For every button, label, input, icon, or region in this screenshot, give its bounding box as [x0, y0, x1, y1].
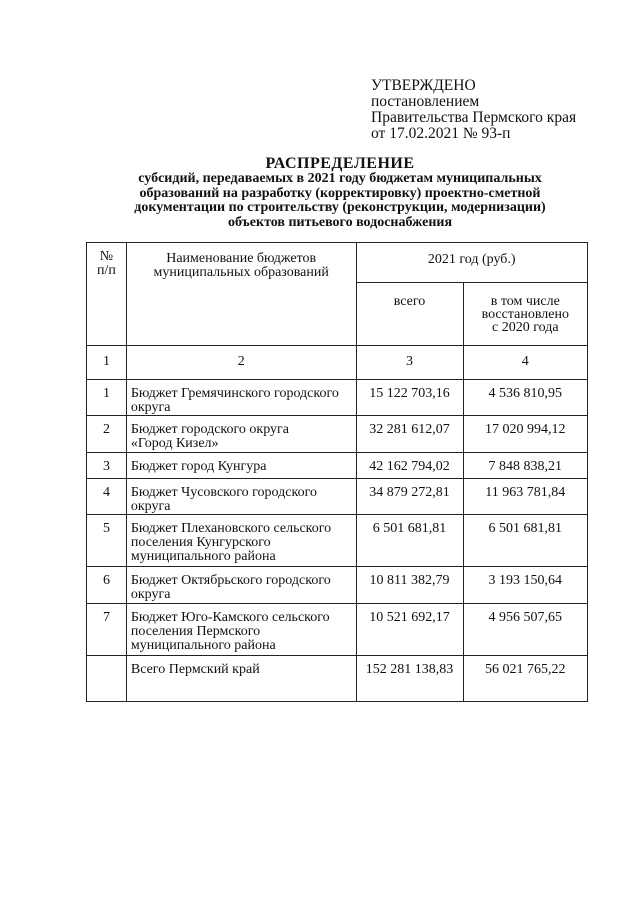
name-line: Бюджет город Кунгура — [130, 459, 267, 474]
header-number — [87, 243, 127, 346]
row-number: 4 — [87, 479, 127, 515]
row-number: 5 — [87, 515, 127, 567]
row-total: 10 521 692,17 — [356, 604, 463, 656]
row-number: 3 — [87, 453, 127, 479]
column-number-row — [87, 346, 588, 380]
col-number: 2 — [126, 346, 356, 380]
table-row — [87, 567, 588, 604]
document-subtitle — [90, 172, 590, 230]
row-total: 152 281 138,83 — [356, 656, 463, 702]
approval-line: от 17.02.2021 № 93-п — [371, 125, 511, 142]
name-line: поселения Пермского — [130, 624, 261, 639]
row-name — [126, 567, 356, 604]
header-total: всего — [356, 283, 463, 346]
approval-line: Правительства Пермского края — [371, 109, 577, 126]
name-line: муниципального района — [130, 549, 276, 564]
subtitle-line: объектов питьевого водоснабжения — [227, 214, 453, 230]
col-number: 1 — [87, 346, 127, 380]
table-row — [87, 515, 588, 567]
approval-line: УТВЕРЖДЕНО — [371, 77, 476, 94]
name-line: округа — [130, 587, 171, 602]
row-restored: 4 536 810,95 — [463, 380, 587, 416]
distribution-table — [86, 242, 588, 702]
header-text: муниципальных образований — [153, 265, 329, 280]
name-line: «Город Кизел» — [130, 436, 219, 451]
header-text: с 2020 года — [492, 320, 559, 335]
header-text: Наименование бюджетов — [166, 251, 317, 266]
table-row — [87, 380, 588, 416]
row-number: 6 — [87, 567, 127, 604]
name-line: муниципального района — [130, 638, 276, 653]
table-row — [87, 416, 588, 453]
subtitle-line: субсидий, передаваемых в 2021 году бюджетам муниципальных — [138, 171, 542, 186]
approval-stamp — [371, 78, 576, 142]
name-line: Бюджет Чусовского городского — [130, 485, 317, 500]
row-number: 7 — [87, 604, 127, 656]
header-restored — [463, 283, 587, 346]
row-restored: 7 848 838,21 — [463, 453, 587, 479]
row-number — [87, 656, 127, 702]
row-number: 2 — [87, 416, 127, 453]
document-title: РАСПРЕДЕЛЕНИЕ — [265, 155, 415, 172]
row-restored: 6 501 681,81 — [463, 515, 587, 567]
name-line: Бюджет городского округа — [130, 422, 289, 437]
row-name — [126, 515, 356, 567]
header-text: п/п — [97, 263, 116, 278]
row-name — [126, 453, 356, 479]
table-total-row — [87, 656, 588, 702]
table-row — [87, 604, 588, 656]
row-name: Всего Пермский край — [126, 656, 356, 702]
row-name — [126, 604, 356, 656]
col-number: 4 — [463, 346, 587, 380]
name-line: Бюджет Плехановского сельского — [130, 521, 332, 536]
row-total: 42 162 794,02 — [356, 453, 463, 479]
name-line: поселения Кунгурского — [130, 535, 271, 550]
row-total: 6 501 681,81 — [356, 515, 463, 567]
subtitle-line: документации по строительству (реконструкции, модернизации) — [134, 200, 546, 215]
header-year: 2021 год (руб.) — [356, 243, 588, 283]
row-name — [126, 479, 356, 515]
row-number: 1 — [87, 380, 127, 416]
row-name — [126, 380, 356, 416]
header-name — [126, 243, 356, 346]
row-total: 34 879 272,81 — [356, 479, 463, 515]
col-number: 3 — [356, 346, 463, 380]
name-line: округа — [130, 400, 171, 415]
row-restored: 17 020 994,12 — [463, 416, 587, 453]
row-total: 10 811 382,79 — [356, 567, 463, 604]
table-row — [87, 479, 588, 515]
header-text: № — [99, 249, 114, 264]
row-restored: 11 963 781,84 — [463, 479, 587, 515]
row-total: 15 122 703,16 — [356, 380, 463, 416]
approval-line: постановлением — [371, 93, 480, 110]
header-text: в том числе — [490, 294, 560, 309]
subtitle-line: образований на разработку (корректировку) проектно-сметной — [139, 185, 541, 201]
name-line: Бюджет Гремячинского городского — [130, 386, 339, 401]
table-row — [87, 453, 588, 479]
row-restored: 4 956 507,65 — [463, 604, 587, 656]
row-total: 32 281 612,07 — [356, 416, 463, 453]
name-line: Бюджет Октябрьского городского — [130, 573, 331, 588]
header-text: восстановлено — [481, 307, 569, 322]
row-name — [126, 416, 356, 453]
row-restored: 56 021 765,22 — [463, 656, 587, 702]
row-restored: 3 193 150,64 — [463, 567, 587, 604]
name-line: округа — [130, 499, 171, 514]
name-line: Бюджет Юго-Камского сельского — [130, 610, 330, 625]
